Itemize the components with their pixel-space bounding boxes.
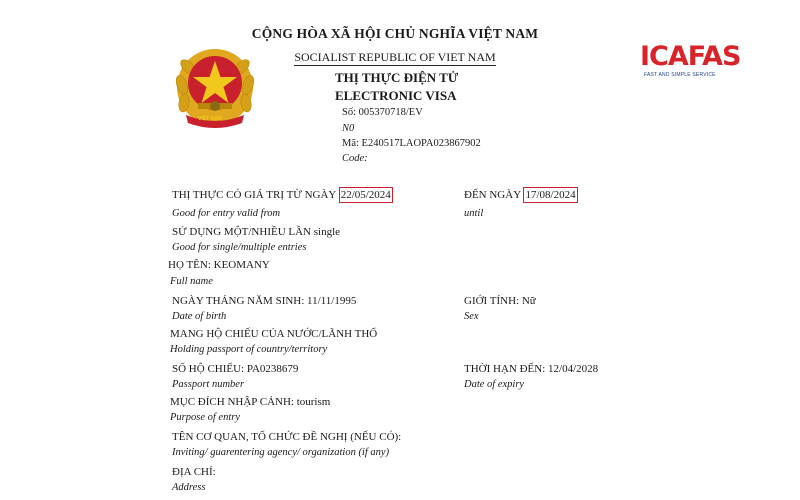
valid-from-en: Good for entry valid from: [172, 208, 281, 219]
address-label: ĐỊA CHỈ:: [172, 466, 216, 478]
country-title-vn: CỘNG HÒA XÃ HỘI CHỦ NGHĨA VIỆT NAM: [251, 26, 539, 41]
expiry-en: Date of expiry: [464, 379, 525, 390]
entries-en: Good for single/multiple entries: [172, 242, 307, 253]
passport-number-en: Passport number: [172, 379, 245, 390]
valid-from-value: 22/05/2024: [340, 189, 391, 201]
purpose-en: Purpose of entry: [170, 412, 240, 423]
until-row: [464, 189, 578, 201]
agency-en: Inviting/ guarentering agency/ organization (if any): [172, 447, 390, 458]
valid-from-row: [172, 189, 393, 201]
until-value: 17/08/2024: [525, 189, 576, 201]
purpose-label: MỤC ĐÍCH NHẬP CẢNH: tourism: [170, 396, 331, 408]
dob-en: Date of birth: [172, 311, 227, 322]
sex-label: GIỚI TÍNH: Nữ: [464, 295, 536, 307]
icafas-logo: [640, 42, 755, 87]
passport-number-label: SỐ HỘ CHIẾU: PA0238679: [172, 363, 299, 375]
visa-title-vn: THỊ THỰC ĐIỆN TỬ: [335, 70, 459, 85]
full-name-en: Full name: [170, 276, 213, 287]
emblem-banner: VIỆT NAM: [198, 116, 222, 122]
country-title-en: SOCIALIST REPUBLIC OF VIET NAM: [294, 50, 496, 64]
logo-brand: ICAFAS: [640, 41, 741, 72]
passport-country-label: MANG HỘ CHIẾU CỦA NƯỚC/LÃNH THỔ: [170, 328, 378, 340]
logo-tagline: FAST AND SIMPLE SERVICE: [644, 72, 716, 78]
visa-code-en: Code:: [342, 153, 368, 164]
sex-en: Sex: [464, 311, 479, 322]
visa-number: Số: 005370718/EV: [342, 107, 423, 118]
agency-label: TÊN CƠ QUAN, TỔ CHỨC ĐỀ NGHỊ (NẾU CÓ):: [172, 431, 402, 443]
address-en: Address: [172, 482, 206, 493]
visa-number-en: N0: [342, 123, 355, 134]
visa-title-en: ELECTRONIC VISA: [335, 88, 457, 103]
visa-code: Mã: E240517LAOPA023867902: [342, 138, 481, 149]
entries-label: SỬ DỤNG MỘT/NHIỀU LẦN single: [172, 226, 341, 238]
expiry-label: THỜI HẠN ĐẾN: 12/04/2028: [464, 363, 599, 375]
valid-from-label: THỊ THỰC CÓ GIÁ TRỊ TỪ NGÀY: [172, 189, 336, 201]
until-label: ĐẾN NGÀY: [464, 189, 521, 201]
until-en: until: [464, 208, 484, 219]
full-name-label: HỌ TÊN: KEOMANY: [168, 259, 270, 271]
passport-country-en: Holding passport of country/territory: [170, 344, 328, 355]
dob-label: NGÀY THÁNG NĂM SINH: 11/11/1995: [172, 295, 357, 307]
